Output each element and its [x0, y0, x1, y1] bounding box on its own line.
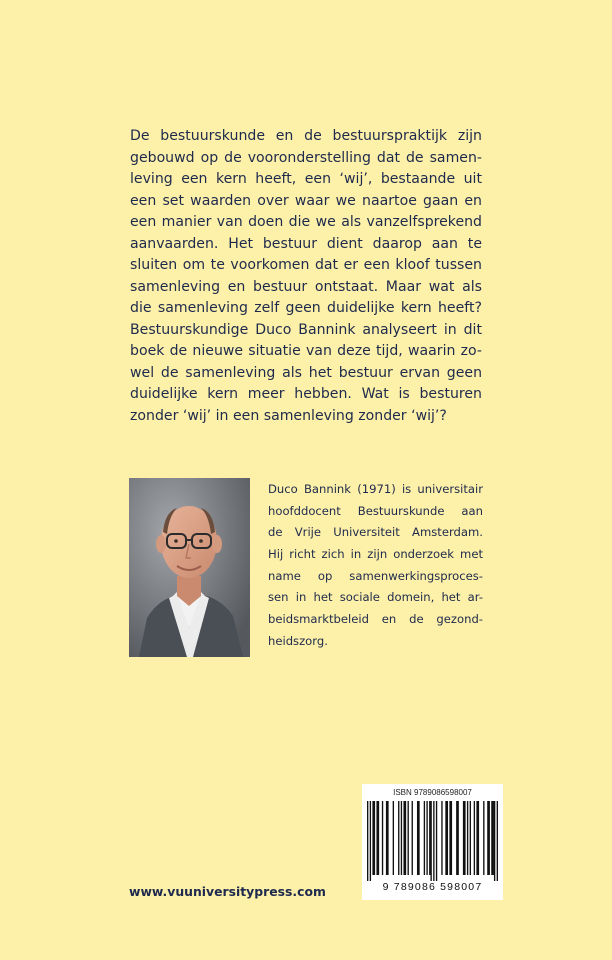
barcode-bar	[430, 801, 431, 881]
barcode-bar	[386, 801, 389, 875]
back-cover-blurb	[130, 126, 482, 427]
blurb-line: samenleving en bestuur ontstaat. Maar wat als	[130, 278, 482, 295]
blurb-line: De bestuurskunde en de bestuurspraktijk zijn	[130, 128, 482, 144]
bio-line: sen in het sociale domein, het ar-	[268, 590, 483, 605]
bio-line: name op samenwerkingsproces-	[268, 568, 483, 583]
blurb-line: leving een kern heeft, een ‘wij’, bestaande uit	[130, 171, 482, 187]
barcode-bar	[367, 801, 368, 881]
blurb-line: wel de samenleving als het bestuur ervan geen	[130, 364, 482, 381]
barcode-bar	[456, 801, 459, 875]
bio-line: heidszorg.	[268, 633, 328, 648]
barcode-bar	[408, 801, 409, 875]
barcode-bar	[426, 801, 427, 875]
barcode-bars	[367, 801, 498, 881]
blurb-line: gebouwd op de vooronderstelling dat de samen-	[130, 149, 482, 166]
barcode-bar	[449, 801, 452, 875]
blurb-line: boek de nieuwe situatie van deze tijd, waarin zo-	[130, 343, 482, 359]
blurb-line: die samenleving zelf geen duidelijke kern heeft?	[130, 300, 482, 316]
isbn-label: ISBN 9789086598007	[393, 788, 472, 797]
barcode-bar	[436, 801, 437, 881]
barcode-bar	[393, 801, 394, 875]
barcode-bar	[467, 801, 468, 875]
barcode-bar	[474, 801, 475, 875]
barcode-bar	[398, 801, 399, 875]
barcode-bar	[487, 801, 490, 875]
publisher-website: www.vuuniversitypress.com	[129, 884, 326, 899]
blurb-line: Bestuurskundige Duco Bannink analyseert in dit	[130, 321, 482, 338]
author-portrait-illustration	[129, 478, 250, 657]
barcode-bar	[476, 801, 479, 875]
barcode-bar	[497, 801, 498, 881]
author-bio	[268, 479, 483, 653]
barcode-bar	[376, 801, 379, 875]
bio-line: beidsmarktbeleid en de gezond-	[268, 612, 483, 627]
barcode-bar	[417, 801, 420, 875]
barcode-bar	[494, 801, 495, 881]
barcode-bar	[412, 801, 413, 875]
barcode-bar	[372, 801, 375, 875]
barcode-bar	[491, 801, 494, 875]
blurb-line: duidelijke kern meer hebben. Wat is besturen	[130, 386, 482, 402]
isbn-barcode	[362, 784, 503, 900]
barcode-bar	[463, 801, 466, 875]
bio-line: de Vrije Universiteit Amsterdam.	[268, 525, 483, 540]
barcode-bar	[401, 801, 402, 875]
barcode-digits: 9 789086 598007	[382, 881, 483, 893]
blurb-line: zonder ‘wij’ in een samenleving zonder ‘wij’?	[130, 407, 447, 424]
barcode-bar	[382, 801, 383, 875]
barcode-bar	[403, 801, 406, 875]
barcode-bar	[433, 801, 434, 881]
blurb-line: een set waarden over waar we naartoe gaan en	[130, 192, 482, 209]
blurb-line: een manier van doen die we als vanzelfsprekend	[130, 214, 482, 230]
barcode-bar	[429, 801, 430, 875]
blurb-line: aanvaarden. Het bestuur dient daarop aan te	[130, 235, 482, 252]
bio-line: Hij richt zich in zijn onderzoek met	[268, 547, 483, 562]
bio-line: hoofddocent Bestuurskunde aan	[268, 503, 483, 518]
barcode-bar	[441, 801, 442, 875]
barcode-bar	[424, 801, 425, 875]
author-photo	[129, 478, 250, 657]
barcode-bar	[445, 801, 448, 875]
barcode-bar	[483, 801, 484, 875]
bio-line: Duco Bannink (1971) is universitair	[268, 482, 483, 496]
barcode-bar	[370, 801, 371, 881]
blurb-line: sluiten om te voorkomen dat er een kloof tussen	[130, 257, 482, 273]
barcode-bar	[470, 801, 471, 875]
